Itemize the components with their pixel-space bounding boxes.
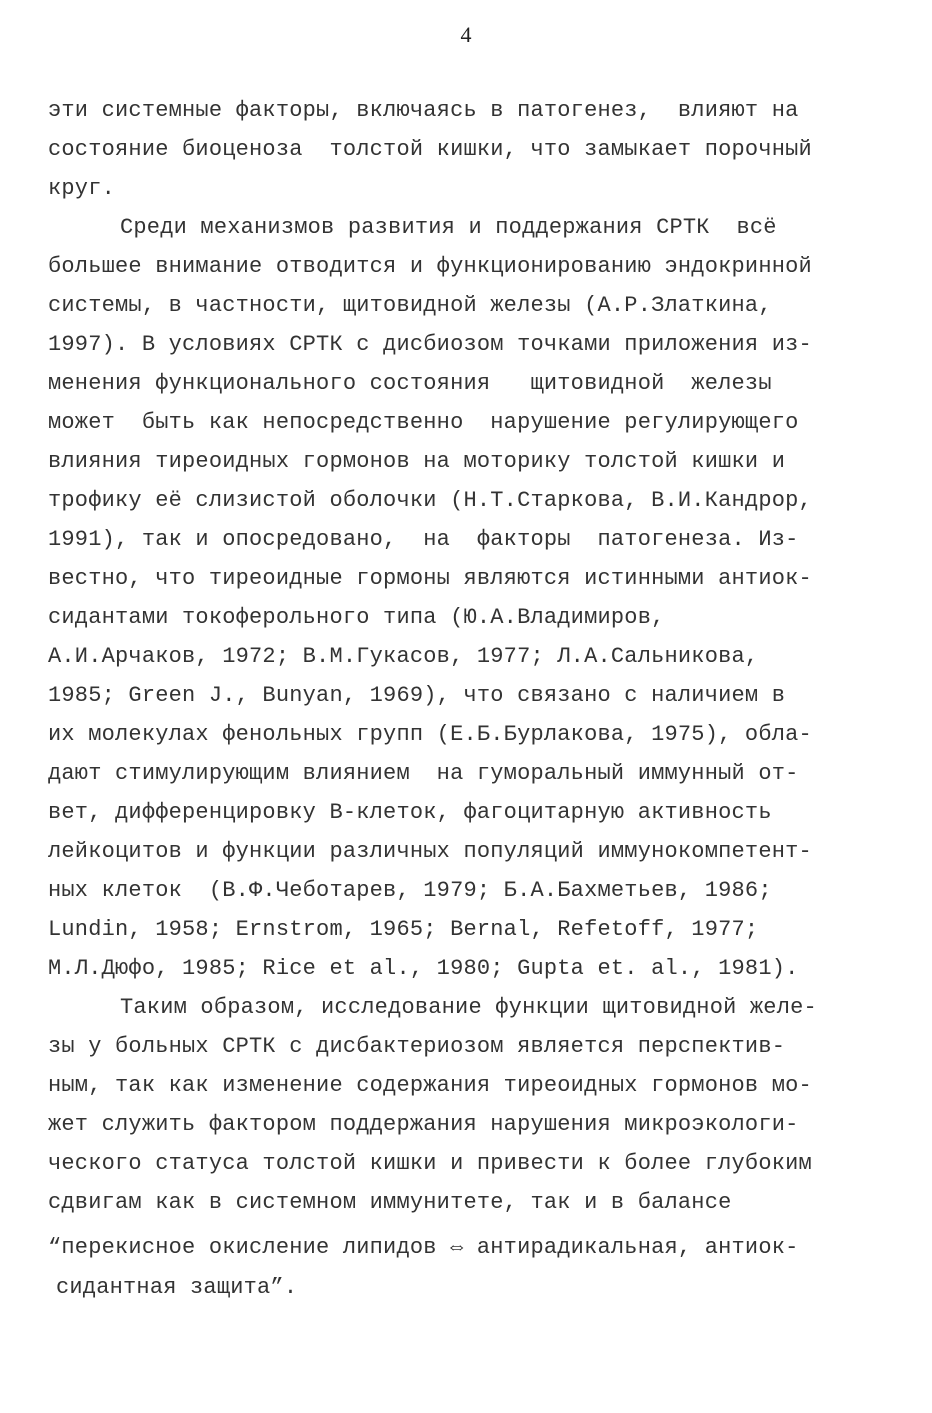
- text-line: менения функционального состояния щитовидной железы: [48, 371, 772, 396]
- text-line: 1991), так и опосредовано, на факторы патогенеза. Из-: [48, 527, 799, 552]
- text-line: состояние биоценоза толстой кишки, что замыкает порочный: [48, 137, 812, 162]
- text-line: влияния тиреоидных гормонов на моторику толстой кишки и: [48, 449, 786, 474]
- text-line: их молекулах фенольных групп (Е.Б.Бурлакова, 1975), обла-: [48, 722, 812, 747]
- text-line: вестно, что тиреоидные гормоны являются истинными антиок-: [48, 566, 812, 591]
- text-line: ным, так как изменение содержания тиреоидных гормонов мо-: [48, 1073, 812, 1098]
- text-line: лейкоцитов и функции различных популяций иммунокомпетент-: [48, 839, 812, 864]
- text-line: большее внимание отводится и функционированию эндокринной: [48, 254, 812, 279]
- text-line: зы у больных СРТК с дисбактериозом является перспектив-: [48, 1034, 786, 1059]
- text-line: сидантами токоферольного типа (Ю.А.Владимиров,: [48, 605, 665, 630]
- text-line: “перекисное окисление липидов ⇔ антирадикальная, антиок-: [48, 1235, 799, 1260]
- text-line: сидантная защита”.: [56, 1275, 298, 1300]
- text-line: жет служить фактором поддержания нарушения микроэкологи-: [48, 1112, 799, 1137]
- text-line: вет, дифференцировку В-клеток, фагоцитарную активность: [48, 800, 772, 825]
- text-line: может быть как непосредственно нарушение регулирующего: [48, 410, 799, 435]
- text-line: ческого статуса толстой кишки и привести к более глубоким: [48, 1151, 812, 1176]
- text-line: трофику её слизистой оболочки (Н.Т.Старкова, В.И.Кандрор,: [48, 488, 812, 513]
- text-line: сдвигам как в системном иммунитете, так и в балансе: [48, 1190, 732, 1215]
- text-line: эти системные факторы, включаясь в патогенез, влияют на: [48, 98, 799, 123]
- text-line: Lundin, 1958; Ernstrom, 1965; Bernal, Refetoff, 1977;: [48, 917, 759, 942]
- text-line: 1985; Green J., Bunyan, 1969), что связано с наличием в: [48, 683, 786, 708]
- text-line: М.Л.Дюфо, 1985; Rice et al., 1980; Gupta et. al., 1981).: [48, 956, 799, 981]
- text-line: Среди механизмов развития и поддержания СРТК всё: [120, 215, 777, 240]
- text-line: системы, в частности, щитовидной железы (А.Р.Златкина,: [48, 293, 772, 318]
- text-line: Таким образом, исследование функции щитовидной желе-: [120, 995, 817, 1020]
- text-line: дают стимулирующим влиянием на гуморальный иммунный от-: [48, 761, 799, 786]
- text-line: А.И.Арчаков, 1972; В.М.Гукасов, 1977; Л.А.Сальникова,: [48, 644, 759, 669]
- text-line: ных клеток (В.Ф.Чеботарев, 1979; Б.А.Бахметьев, 1986;: [48, 878, 772, 903]
- text-line: 1997). В условиях СРТК с дисбиозом точками приложения из-: [48, 332, 812, 357]
- text-line: круг.: [48, 176, 116, 201]
- page-number: 4: [460, 22, 472, 47]
